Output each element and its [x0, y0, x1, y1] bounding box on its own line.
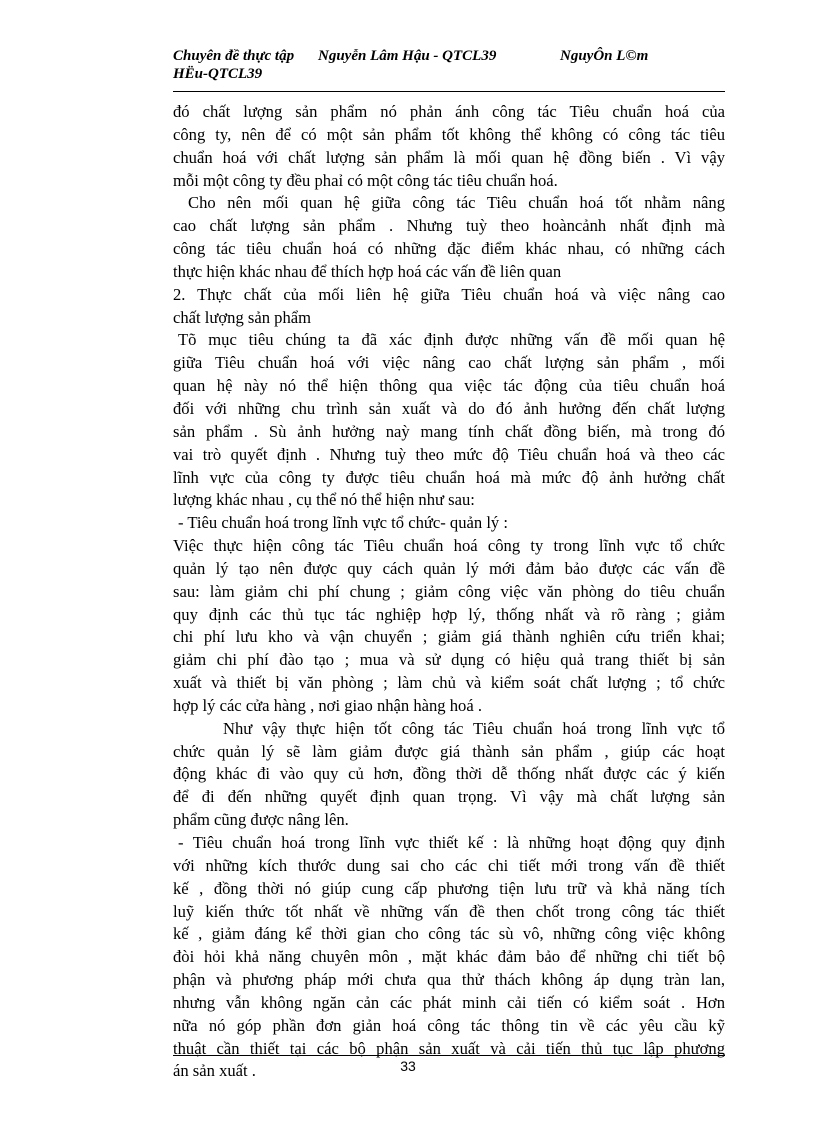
text-line: mỗi một công ty đều phaỉ có một công tác tiêu chuẩn hoá.	[173, 170, 558, 190]
text-line: thực hiện khác nhau để thích hợp hoá các vấn đề liên quan	[173, 261, 562, 281]
text-line: phận và phương pháp mới chưa qua thử thách không áp dụng tràn lan,	[173, 970, 725, 990]
text-line: Như vậy thực hiện tốt công tác Tiêu chuẩn hoá trong lĩnh vực tổ	[223, 718, 725, 738]
page-number: 33	[400, 1058, 416, 1074]
text-line: Việc thực hiện công tác Tiêu chuẩn hoá công ty trong lĩnh vực tổ chức	[173, 536, 725, 556]
text-line: giữa Tiêu chuẩn hoá với việc nâng cao chất lượng sản phẩm , mối	[173, 353, 725, 373]
text-line: sau: làm giảm chi phí chung ; giảm công việc văn phòng do tiêu chuẩn	[173, 581, 725, 601]
text-line: công ty, nên để có một sản phẩm tốt không thể không có công tác tiêu	[173, 124, 725, 144]
text-line: công tác tiêu chuẩn hoá có những đặc điểm khác nhau, có những cách	[173, 239, 725, 259]
text-line: kế , đồng thời nó giúp cung cấp phương tiện lưu trữ và khả năng tích	[173, 878, 725, 898]
header-right: NguyÔn L©m	[560, 48, 649, 64]
text-line: chuẩn hoá với chất lượng sản phẩm là mối quan hệ đồng biến . Vì vậy	[173, 147, 725, 167]
text-line: chất lượng sản phẩm	[173, 307, 312, 327]
text-line: lĩnh vực của công ty được tiêu chuẩn hoá mà mức độ ảnh hưởng chất	[173, 467, 725, 487]
text-line: giảm chi phí đào tạo ; mua và sử dụng có hiệu quả trang thiết bị sản	[173, 650, 725, 670]
text-line: chức quản lý sẽ làm giảm được giá thành sản phẩm , giúp các hoạt	[173, 741, 725, 761]
text-line: - Tiêu chuẩn hoá trong lĩnh vực thiết kế : là những hoạt động quy định	[178, 833, 725, 852]
text-line: quản lý tạo nên được quy cách quản lý mới đảm bảo được các vấn đề	[173, 558, 725, 578]
text-line: đó chất lượng sản phẩm nó phản ánh công tác Tiêu chuẩn hoá của	[173, 102, 725, 121]
text-line: hợp lý các cửa hàng , nơi giao nhận hàng hoá .	[173, 695, 483, 715]
text-line: án sản xuất .	[173, 1061, 256, 1081]
text-line: luỹ kiến thức tốt nhất về những vấn đề then chốt trong công tác thiết	[173, 901, 725, 921]
footer-rule	[173, 1055, 725, 1056]
text-line: - Tiêu chuẩn hoá trong lĩnh vực tổ chức- quản lý :	[178, 513, 508, 533]
header-center: Nguyễn Lâm Hậu - QTCL39	[318, 48, 497, 64]
text-line: Tõ mục tiêu chúng ta đã xác định được những vấn đề mối quan hệ	[178, 330, 725, 350]
header-second-line: HËu-QTCL39	[173, 66, 263, 82]
text-line: đối với những chu trình sản xuất và do đó ảnh hưởng đến chất lượng	[173, 398, 725, 418]
text-line: vai trò quyết định . Nhưng tuỳ theo mức độ Tiêu chuẩn hoá và theo các	[173, 444, 725, 464]
text-line: lượng khác nhau , cụ thể nó thể hiện như sau:	[173, 490, 475, 510]
text-line: quan hệ này nó thể hiện thông qua việc tác động của tiêu chuẩn hoá	[173, 376, 725, 396]
text-line: phẩm cũng được nâng lên.	[173, 810, 349, 830]
text-line: thuật cần thiết tại các bộ phận sản xuất và cải tiến thủ tục lập phương	[173, 1038, 725, 1058]
text-line: động khác đi vào quy củ hơn, đồng thời dễ thống nhất được các ý kiến	[173, 764, 725, 784]
text-line: xuất và thiết bị văn phòng ; làm chủ và kiểm soát chất lượng ; tổ chức	[173, 673, 725, 693]
text-line: nữa nó góp phần đơn giản hoá công tác thông tin về các yêu cầu kỹ	[173, 1015, 725, 1035]
text-line: để đi đến những quyết định quan trọng. Vì vậy mà chất lượng sản	[173, 787, 725, 807]
header-left: Chuyên đề thực tập	[173, 48, 295, 64]
text-line: sản phẩm . Sù ảnh hưởng naỳ mang tính chất đồng biến, mà trong đó	[173, 421, 725, 441]
text-line: kế , giảm đáng kể thời gian cho công tác sù vô, những công việc không	[173, 924, 725, 944]
body-text	[173, 101, 725, 1083]
text-line: Cho nên mối quan hệ giữa công tác Tiêu chuẩn hoá tốt nhằm nâng	[188, 193, 725, 213]
text-line: chi phí lưu kho và vận chuyển ; giảm giá thành nghiên cứu triển khai;	[173, 627, 725, 647]
text-line: nhưng vẫn không ngăn cản các phát minh cải tiến có kiểm soát . Hơn	[173, 992, 725, 1012]
header-rule	[173, 91, 725, 92]
text-line: quy định các thủ tục tác nghiệp hợp lý, thống nhất và rõ ràng ; giảm	[173, 604, 725, 624]
text-line: đòi hỏi khả năng chuyên môn , mặt khác đảm bảo để những chi tiết bộ	[173, 947, 725, 967]
text-line: với những kích thước dung sai cho các chi tiết mới trong vấn đề thiết	[173, 855, 725, 875]
text-line: cao chất lượng sản phẩm . Nhưng tuỳ theo hoàncảnh nhất định mà	[173, 216, 725, 236]
text-line: 2. Thực chất của mối liên hệ giữa Tiêu chuẩn hoá và việc nâng cao	[173, 284, 725, 304]
